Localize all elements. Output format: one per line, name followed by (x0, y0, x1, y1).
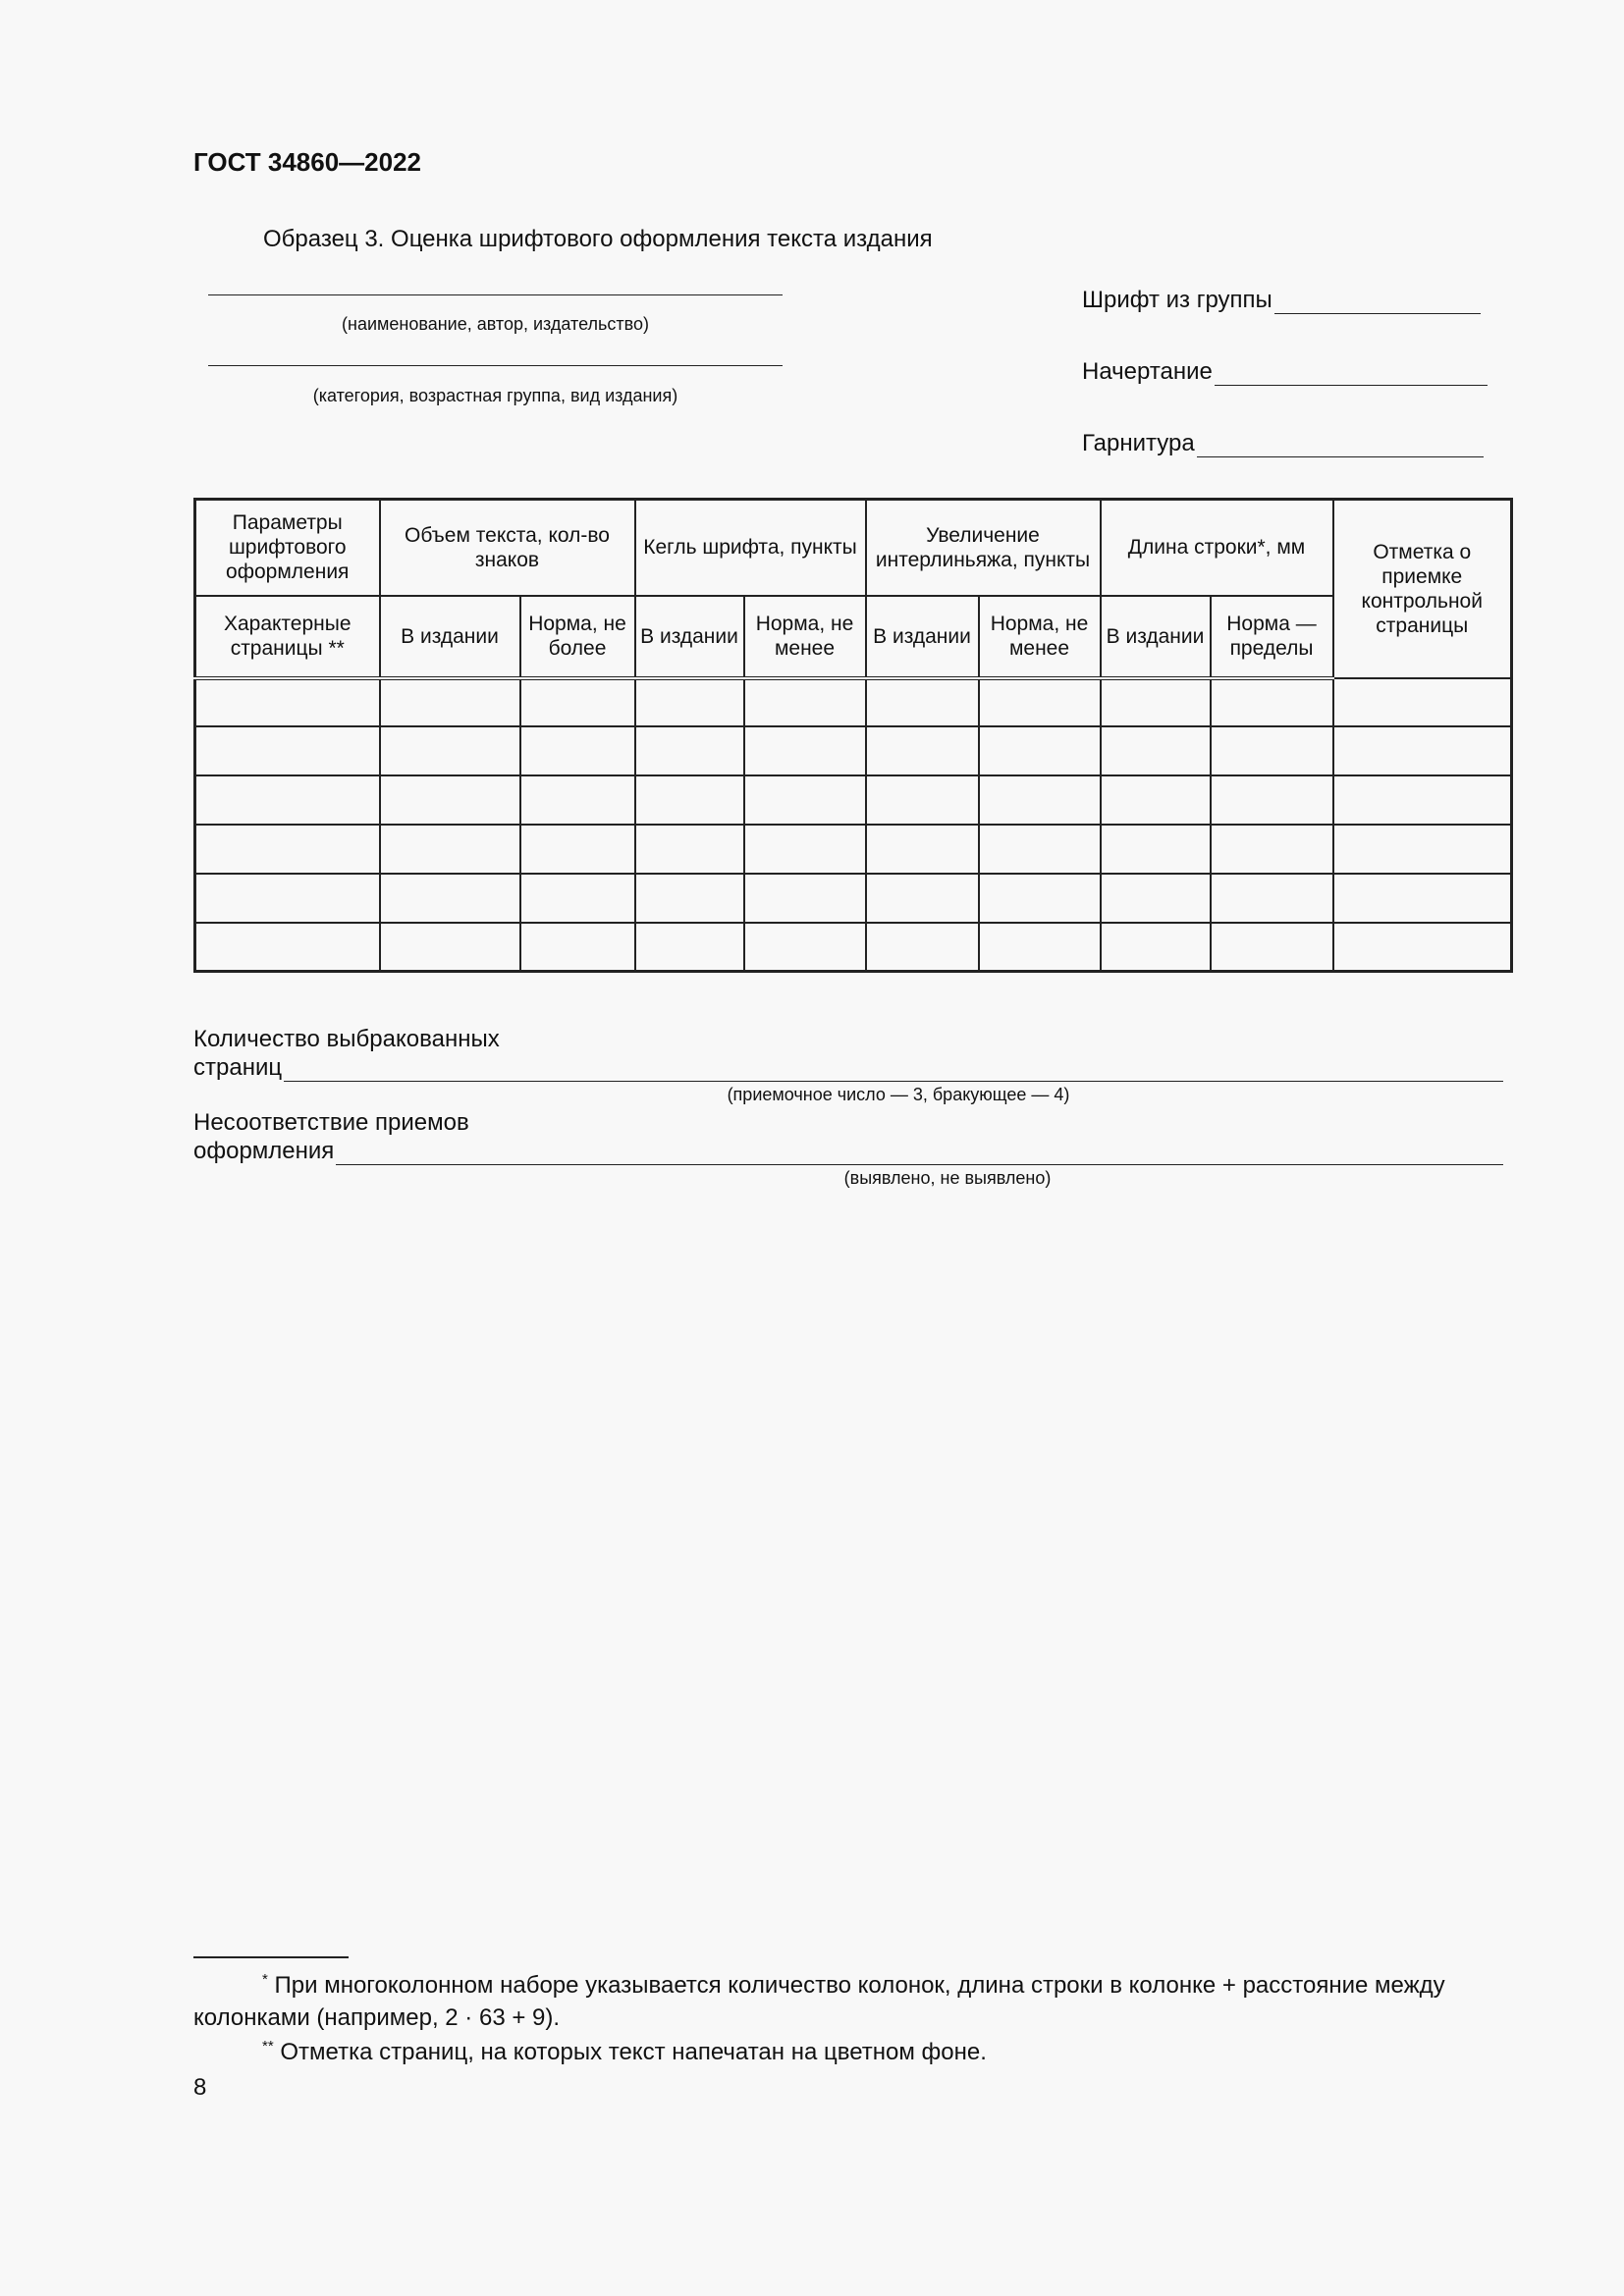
table-cell[interactable] (744, 923, 866, 972)
table-cell[interactable] (1211, 874, 1333, 923)
table-cell[interactable] (866, 726, 979, 775)
table-row (195, 726, 1512, 775)
rejected-pages-caption: (приемочное число — 3, бракующее — 4) (727, 1085, 1070, 1104)
table-cell[interactable] (635, 825, 744, 874)
table-cell[interactable] (195, 726, 380, 775)
table-cell[interactable] (520, 923, 635, 972)
font-evaluation-table (193, 498, 1513, 973)
table-cell[interactable] (380, 726, 520, 775)
typeface-line[interactable] (1197, 433, 1484, 457)
table-cell[interactable] (1101, 923, 1211, 972)
table-row (195, 678, 1512, 726)
table-cell[interactable] (866, 678, 979, 726)
table-cell[interactable] (1211, 923, 1333, 972)
table-cell[interactable] (866, 923, 979, 972)
table-cell[interactable] (1101, 874, 1211, 923)
footnote-1-text: При многоколонном наборе указывается количество колонок, длина строки в колонке + расстояние между колонками (например, 2 · 63 + 9). (193, 1972, 1445, 2031)
header-typical-pages: Характерные страницы ** (195, 596, 380, 678)
table-cell[interactable] (979, 874, 1101, 923)
table-cell[interactable] (979, 726, 1101, 775)
table-cell[interactable] (866, 825, 979, 874)
rejected-pages-label-line2: страниц (193, 1054, 283, 1081)
font-group-field (1082, 287, 1481, 314)
font-group-label: Шрифт из группы (1082, 287, 1272, 313)
table-cell[interactable] (744, 825, 866, 874)
table-cell[interactable] (1211, 678, 1333, 726)
table-row (195, 923, 1512, 972)
table-cell[interactable] (1333, 874, 1512, 923)
table-cell[interactable] (1211, 775, 1333, 825)
table-cell[interactable] (520, 775, 635, 825)
table-cell[interactable] (1333, 775, 1512, 825)
table-cell[interactable] (979, 678, 1101, 726)
footnote-1 (193, 1963, 1509, 2034)
sample-title: Образец 3. Оценка шрифтового оформления текста издания (263, 226, 933, 252)
footnote-separator (193, 1956, 349, 1958)
publication-name-line[interactable] (208, 294, 783, 295)
table-cell[interactable] (195, 825, 380, 874)
header-acceptance-mark: Отметка о приемке контрольной страницы (1333, 500, 1512, 678)
header-line-length: Длина строки*, мм (1101, 500, 1333, 596)
table-cell[interactable] (195, 775, 380, 825)
publication-category-line[interactable] (208, 365, 783, 366)
table-cell[interactable] (635, 923, 744, 972)
header-font-size-norm: Норма, не менее (744, 596, 866, 678)
table-cell[interactable] (520, 726, 635, 775)
table-cell[interactable] (1101, 678, 1211, 726)
header-volume-norm: Норма, не более (520, 596, 635, 678)
table-cell[interactable] (380, 923, 520, 972)
table-cell[interactable] (866, 874, 979, 923)
header-font-size-in-edition: В издании (635, 596, 744, 678)
typeface-style-label: Начертание (1082, 358, 1213, 385)
table-cell[interactable] (1333, 678, 1512, 726)
table-cell[interactable] (635, 726, 744, 775)
page-number: 8 (193, 2074, 207, 2101)
table-cell[interactable] (744, 726, 866, 775)
table-row (195, 775, 1512, 825)
table-cell[interactable] (195, 678, 380, 726)
publication-name-caption: (наименование, автор, издательство) (342, 314, 649, 334)
table-cell[interactable] (195, 923, 380, 972)
table-cell[interactable] (979, 825, 1101, 874)
document-code: ГОСТ 34860—2022 (193, 147, 421, 177)
table-cell[interactable] (635, 678, 744, 726)
typeface-label: Гарнитура (1082, 430, 1195, 456)
table-cell[interactable] (744, 678, 866, 726)
nonconformity-label-line2: оформления (193, 1138, 335, 1164)
header-line-length-in-edition: В издании (1101, 596, 1211, 678)
footnote-2 (262, 2030, 1509, 2068)
typeface-style-line[interactable] (1215, 361, 1488, 386)
header-volume: Объем текста, кол-во знаков (380, 500, 635, 596)
table-cell[interactable] (1101, 726, 1211, 775)
header-leading-in-edition: В издании (866, 596, 979, 678)
table-cell[interactable] (1101, 775, 1211, 825)
footnote-2-text: Отметка страниц, на которых текст напечатан на цветном фоне. (280, 2039, 987, 2065)
table-cell[interactable] (979, 923, 1101, 972)
table-cell[interactable] (979, 775, 1101, 825)
font-group-line[interactable] (1274, 290, 1481, 314)
table-cell[interactable] (380, 775, 520, 825)
footnote-1-mark: * (262, 1971, 268, 1988)
table-cell[interactable] (1333, 923, 1512, 972)
publication-category-caption: (категория, возрастная группа, вид издания) (312, 386, 678, 405)
table-cell[interactable] (635, 874, 744, 923)
table-cell[interactable] (195, 874, 380, 923)
typeface-style-field (1082, 358, 1488, 386)
table-cell[interactable] (380, 825, 520, 874)
table-cell[interactable] (380, 874, 520, 923)
nonconformity-label-line1: Несоответствие приемов (193, 1109, 469, 1136)
table-cell[interactable] (866, 775, 979, 825)
table-cell[interactable] (1211, 726, 1333, 775)
table-cell[interactable] (635, 775, 744, 825)
table-cell[interactable] (744, 874, 866, 923)
header-params: Параметры шрифтового оформления (195, 500, 380, 596)
table-cell[interactable] (1211, 825, 1333, 874)
typeface-field (1082, 430, 1484, 457)
table-cell[interactable] (1333, 726, 1512, 775)
header-leading-norm: Норма, не менее (979, 596, 1101, 678)
nonconformity-caption: (выявлено, не выявлено) (843, 1168, 1052, 1188)
rejected-pages-label-line1: Количество выбракованных (193, 1026, 500, 1052)
table-cell[interactable] (744, 775, 866, 825)
nonconformity-line[interactable] (336, 1139, 1503, 1165)
table-cell[interactable] (520, 678, 635, 726)
nonconformity-field (193, 1108, 1503, 1165)
table-row (195, 874, 1512, 923)
header-line-length-norm: Норма — пределы (1211, 596, 1333, 678)
header-volume-in-edition: В издании (380, 596, 520, 678)
table-cell[interactable] (1101, 825, 1211, 874)
header-font-size: Кегль шрифта, пункты (635, 500, 866, 596)
footnote-2-mark: ** (262, 2038, 274, 2055)
rejected-pages-line[interactable] (284, 1055, 1503, 1082)
header-leading: Увеличение интерлиньяжа, пункты (866, 500, 1101, 596)
table-cell[interactable] (1333, 825, 1512, 874)
table-cell[interactable] (380, 678, 520, 726)
table-cell[interactable] (520, 874, 635, 923)
rejected-pages-field (193, 1025, 1503, 1082)
table-row (195, 825, 1512, 874)
table-cell[interactable] (520, 825, 635, 874)
